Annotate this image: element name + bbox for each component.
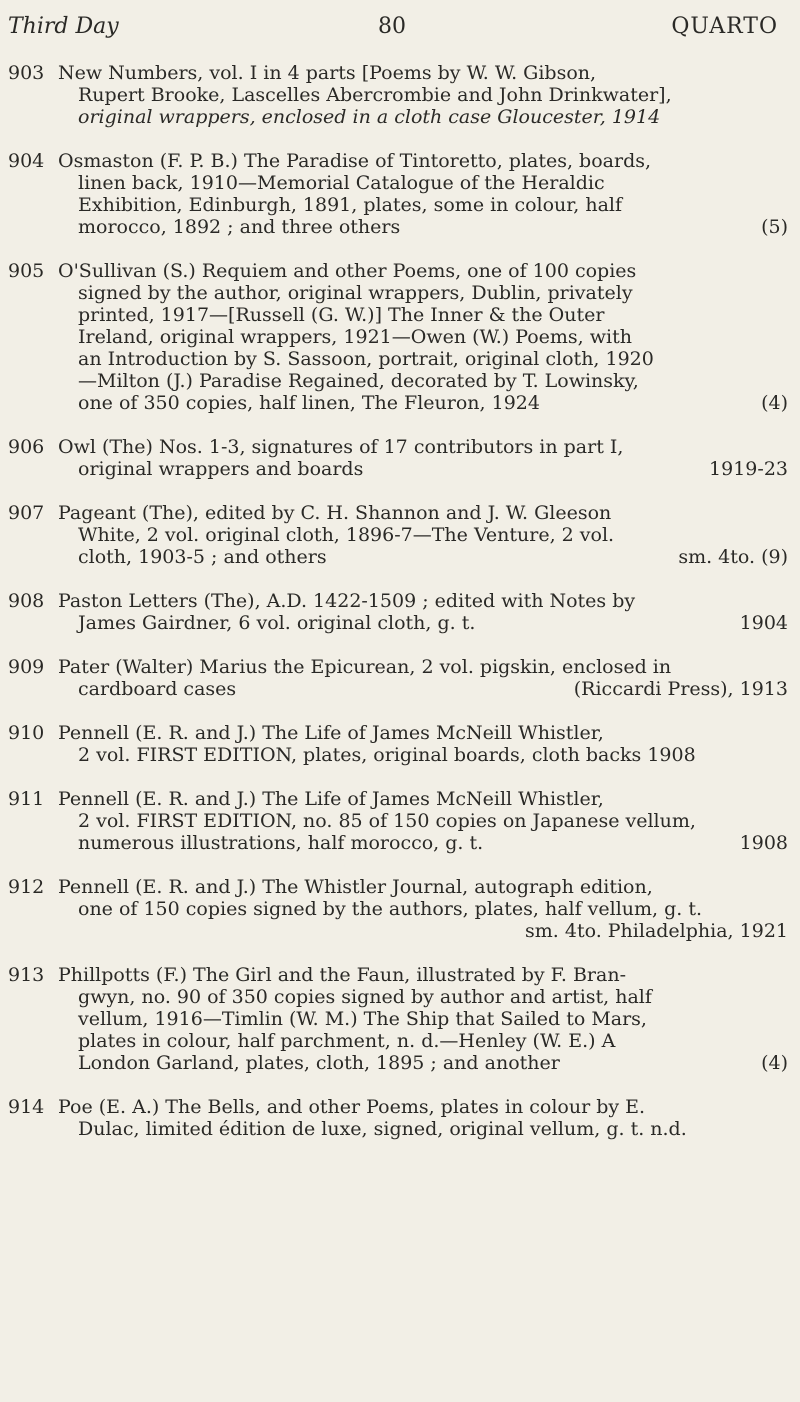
- lot-line: [58, 546, 788, 568]
- lot-line-end: sm. 4to. Philadelphia, 1921: [525, 920, 788, 942]
- lot-line-text: Pater (Walter) Marius the Epicurean, 2 vol. pigskin, enclosed in: [58, 656, 672, 678]
- lot-line-text: signed by the author, original wrappers, Dublin, privately: [78, 282, 633, 304]
- lot-line: [58, 788, 788, 810]
- lot-line-text: an Introduction by S. Sassoon, portrait, original cloth, 1920: [78, 348, 654, 370]
- lot-number: 907: [8, 502, 45, 524]
- page-number: 80: [378, 14, 406, 39]
- lot-line: [58, 590, 788, 612]
- lot-line-text: cardboard cases: [78, 678, 237, 700]
- lot-entry: [8, 788, 788, 854]
- lot-line: [58, 84, 788, 106]
- lot-line-text: vellum, 1916—Timlin (W. M.) The Ship that Sailed to Mars,: [78, 1008, 647, 1030]
- lot-line-text: cloth, 1903-5 ; and others: [78, 546, 327, 568]
- lot-entry: [8, 502, 788, 568]
- lot-line: [58, 656, 788, 678]
- lot-line-text: Pennell (E. R. and J.) The Life of James McNeill Whistler,: [58, 788, 604, 810]
- lot-line: [58, 832, 788, 854]
- lot-line-end: 1904: [739, 612, 788, 634]
- lot-number: 905: [8, 260, 45, 282]
- lot-description: [58, 62, 788, 128]
- lot-line: [58, 678, 788, 700]
- lot-line-text: gwyn, no. 90 of 350 copies signed by author and artist, half: [78, 986, 652, 1008]
- lot-number: 909: [8, 656, 45, 678]
- lot-description: [58, 876, 788, 942]
- lot-number: 904: [8, 150, 45, 172]
- lot-number: 906: [8, 436, 45, 458]
- lot-line: [58, 370, 788, 392]
- lot-entry: [8, 1096, 788, 1140]
- lot-entry: [8, 62, 788, 128]
- lot-description: [58, 590, 788, 634]
- lot-line-text: numerous illustrations, half morocco, g. t.: [78, 832, 484, 854]
- lot-line: [58, 326, 788, 348]
- lot-line: [58, 106, 788, 128]
- lot-number: 903: [8, 62, 45, 84]
- lot-entry: [8, 656, 788, 700]
- lot-line-text: one of 150 copies signed by the authors, plates, half vellum, g. t.: [78, 898, 703, 920]
- lot-line-text: Paston Letters (The), A.D. 1422-1509 ; edited with Notes by: [58, 590, 636, 612]
- lot-line-text: James Gairdner, 6 vol. original cloth, g. t.: [78, 612, 476, 634]
- lot-line-text: original wrappers, enclosed in a cloth case Gloucester, 1914: [78, 106, 661, 128]
- lot-line-text: New Numbers, vol. I in 4 parts [Poems by W. W. Gibson,: [58, 62, 597, 84]
- lot-entry: [8, 436, 788, 480]
- lot-line-text: Dulac, limited édition de luxe, signed, original vellum, g. t. n.d.: [78, 1118, 687, 1140]
- lot-line-text: one of 350 copies, half linen, The Fleuron, 1924: [78, 392, 540, 414]
- lot-line: [58, 744, 788, 766]
- lot-line-text: Poe (E. A.) The Bells, and other Poems, plates in colour by E.: [58, 1096, 646, 1118]
- lot-line: [58, 920, 788, 942]
- lot-line: [58, 502, 788, 524]
- lot-line: [58, 436, 788, 458]
- lot-line: [58, 876, 788, 898]
- lot-line-text: O'Sullivan (S.) Requiem and other Poems, one of 100 copies: [58, 260, 637, 282]
- lot-entry: [8, 590, 788, 634]
- lot-line-text: 2 vol. FIRST EDITION, no. 85 of 150 copies on Japanese vellum,: [78, 810, 696, 832]
- lot-line: [58, 986, 788, 1008]
- lot-line-text: Phillpotts (F.) The Girl and the Faun, illustrated by F. Bran-: [58, 964, 626, 986]
- lot-list: [8, 62, 788, 1162]
- lot-line: [58, 810, 788, 832]
- lot-line: [58, 392, 788, 414]
- lot-line-text: morocco, 1892 ; and three others: [78, 216, 401, 238]
- lot-line: [58, 1008, 788, 1030]
- lot-number: 911: [8, 788, 45, 810]
- lot-entry: [8, 260, 788, 414]
- lot-line: [58, 612, 788, 634]
- lot-number: 914: [8, 1096, 45, 1118]
- lot-line-text: —Milton (J.) Paradise Regained, decorated by T. Lowinsky,: [78, 370, 639, 392]
- lot-description: [58, 502, 788, 568]
- lot-line-end: (4): [761, 1052, 788, 1074]
- lot-line-text: 2 vol. FIRST EDITION, plates, original boards, cloth backs 1908: [78, 744, 696, 766]
- lot-entry: [8, 150, 788, 238]
- running-head-day: Third Day: [8, 14, 119, 39]
- lot-line-text: Pageant (The), edited by C. H. Shannon and J. W. Gleeson: [58, 502, 612, 524]
- lot-line: [58, 282, 788, 304]
- lot-description: [58, 656, 788, 700]
- lot-line-end: (4): [761, 392, 788, 414]
- lot-description: [58, 964, 788, 1074]
- lot-line-text: linen back, 1910—Memorial Catalogue of the Heraldic: [78, 172, 605, 194]
- lot-description: [58, 260, 788, 414]
- lot-line: [58, 1096, 788, 1118]
- lot-line-end: 1908: [739, 832, 788, 854]
- lot-number: 912: [8, 876, 45, 898]
- lot-line: [58, 524, 788, 546]
- running-head-format: QUARTO: [671, 14, 778, 39]
- lot-entry: [8, 722, 788, 766]
- lot-line: [58, 216, 788, 238]
- lot-line: [58, 150, 788, 172]
- lot-line: [58, 62, 788, 84]
- lot-line: [58, 260, 788, 282]
- lot-line: [58, 194, 788, 216]
- lot-line-end: sm. 4to. (9): [678, 546, 788, 568]
- lot-line: [58, 898, 788, 920]
- lot-line-text: London Garland, plates, cloth, 1895 ; and another: [78, 1052, 560, 1074]
- lot-line: [58, 1052, 788, 1074]
- lot-number: 908: [8, 590, 45, 612]
- lot-line: [58, 172, 788, 194]
- lot-line: [58, 1030, 788, 1052]
- lot-description: [58, 150, 788, 238]
- lot-line-text: plates in colour, half parchment, n. d.—Henley (W. E.) A: [78, 1030, 616, 1052]
- lot-line: [58, 458, 788, 480]
- lot-line: [58, 304, 788, 326]
- lot-line: [58, 348, 788, 370]
- lot-line: [58, 964, 788, 986]
- lot-number: 910: [8, 722, 45, 744]
- page-header: [8, 14, 778, 44]
- lot-description: [58, 1096, 788, 1140]
- lot-line-end: (5): [761, 216, 788, 238]
- lot-line-text: Rupert Brooke, Lascelles Abercrombie and John Drinkwater],: [78, 84, 672, 106]
- lot-line-text: Exhibition, Edinburgh, 1891, plates, some in colour, half: [78, 194, 623, 216]
- lot-line-text: printed, 1917—[Russell (G. W.)] The Inner & the Outer: [78, 304, 605, 326]
- lot-description: [58, 436, 788, 480]
- lot-line-text: White, 2 vol. original cloth, 1896-7—The Venture, 2 vol.: [78, 524, 615, 546]
- lot-line-text: original wrappers and boards: [78, 458, 364, 480]
- lot-entry: [8, 964, 788, 1074]
- lot-description: [58, 722, 788, 766]
- lot-line-text: Pennell (E. R. and J.) The Whistler Journal, autograph edition,: [58, 876, 653, 898]
- lot-line: [58, 722, 788, 744]
- lot-line-text: Pennell (E. R. and J.) The Life of James McNeill Whistler,: [58, 722, 604, 744]
- lot-line-text: Ireland, original wrappers, 1921—Owen (W.) Poems, with: [78, 326, 632, 348]
- lot-description: [58, 788, 788, 854]
- lot-line-end: (Riccardi Press), 1913: [573, 678, 788, 700]
- lot-line-text: Osmaston (F. P. B.) The Paradise of Tintoretto, plates, boards,: [58, 150, 652, 172]
- lot-line: [58, 1118, 788, 1140]
- lot-entry: [8, 876, 788, 942]
- lot-number: 913: [8, 964, 45, 986]
- lot-line-end: 1919-23: [709, 458, 788, 480]
- lot-line-text: Owl (The) Nos. 1-3, signatures of 17 contributors in part I,: [58, 436, 624, 458]
